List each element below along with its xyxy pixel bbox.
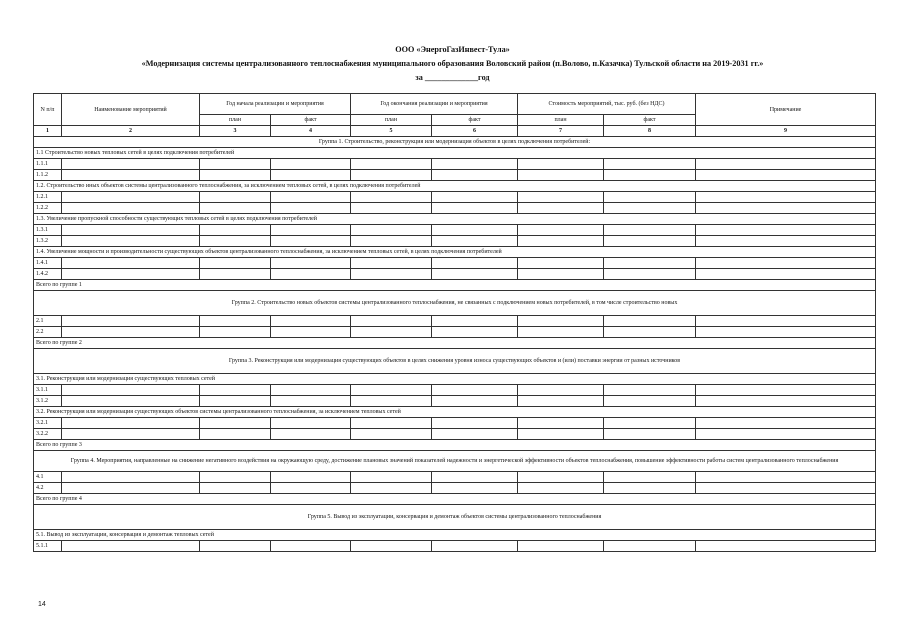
- total-group-2: Всего по группе 2: [34, 338, 876, 349]
- row-code: 1.4.1: [34, 258, 62, 269]
- total-group-1: Всего по группе 1: [34, 280, 876, 291]
- column-number: 4: [271, 126, 351, 137]
- subsection-1-2: 1.2. Строительство иных объектов системы централизованного теплоснабжения, за исключением тепловых сетей, в целях подключения потребителей: [34, 181, 876, 192]
- subsection-row: [34, 214, 876, 225]
- row-code: 5.1.1: [34, 541, 62, 552]
- subsection-row: [34, 148, 876, 159]
- col-header-fact: факт: [271, 115, 351, 126]
- company-name: ООО «ЭнергоГазИнвест-Тула»: [395, 45, 510, 54]
- table-row: [34, 541, 876, 552]
- group-title-5: Группа 5. Вывод из эксплуатации, консервация и демонтаж объектов системы централизованного теплоснабжения: [34, 505, 876, 530]
- table-row: [34, 203, 876, 214]
- row-code: 2.1: [34, 316, 62, 327]
- table-row: [34, 225, 876, 236]
- subsection-3-2: 3.2. Реконструкция или модернизация существующих объектов системы централизованного теплоснабжения, за исключением тепловых сетей: [34, 407, 876, 418]
- col-header-cost: Стоимость мероприятий, тыс. руб. (без НДС): [518, 94, 696, 115]
- row-code: 1.3.2: [34, 236, 62, 247]
- subsection-3-1: 3.1. Реконструкция или модернизация существующих тепловых сетей: [34, 374, 876, 385]
- subsection-row: [34, 181, 876, 192]
- table-header-row: [34, 94, 876, 115]
- group-title-4: Группа 4. Мероприятия, направленные на снижение негативного воздействия на окружающую среду, достижение плановых значений показателей надежности и энергетической эффективности объектов теплоснабжения, повышение эффективности работы систем централизованного теплоснабжения: [34, 451, 876, 472]
- report-period: за _____________год: [415, 73, 490, 82]
- table-row: [34, 159, 876, 170]
- group-row: [34, 137, 876, 148]
- total-group-3: Всего по группе 3: [34, 440, 876, 451]
- column-number: 6: [432, 126, 518, 137]
- table-row: [34, 418, 876, 429]
- column-number: 3: [200, 126, 271, 137]
- group-row: [34, 505, 876, 530]
- subsection-5-1: 5.1. Вывод из эксплуатации, консервация и демонтаж тепловых сетей: [34, 530, 876, 541]
- col-header-number: N п/п: [34, 94, 62, 126]
- row-code: 3.2.2: [34, 429, 62, 440]
- group-title-1: Группа 1. Строительство, реконструкция или модернизация объектов в целях подключения потребителей:: [34, 137, 876, 148]
- row-code: 1.1.2: [34, 170, 62, 181]
- col-header-end-year: Год окончания реализации и мероприятия: [351, 94, 518, 115]
- subsection-row: [34, 374, 876, 385]
- col-header-fact: факт: [604, 115, 696, 126]
- total-group-4: Всего по группе 4: [34, 494, 876, 505]
- col-header-start-year: Год начала реализации и мероприятия: [200, 94, 351, 115]
- column-number: 8: [604, 126, 696, 137]
- document-title: «Модернизация системы централизованного теплоснабжения муниципального образования Воловский район (п.Волово, п.Казачка) Тульской области на 2019-2031 гг.»: [141, 59, 764, 68]
- col-header-plan: план: [518, 115, 604, 126]
- total-row: [34, 338, 876, 349]
- row-code: 1.1.1: [34, 159, 62, 170]
- group-row: [34, 349, 876, 374]
- col-header-plan: план: [351, 115, 432, 126]
- row-code: 3.1.2: [34, 396, 62, 407]
- subsection-row: [34, 407, 876, 418]
- row-code: 2.2: [34, 327, 62, 338]
- group-title-2: Группа 2. Строительство новых объектов системы централизованного теплоснабжения, не связанных с подключением новых потребителей, в том числе строительство новых: [34, 291, 876, 316]
- table-row: [34, 192, 876, 203]
- table-row: [34, 269, 876, 280]
- subsection-1-4: 1.4. Увеличение мощности и производительности существующих объектов централизованного теплоснабжения, за исключением тепловых сетей, в целях подключения потребителей: [34, 247, 876, 258]
- row-code: 3.2.1: [34, 418, 62, 429]
- subsection-row: [34, 247, 876, 258]
- table-row: [34, 483, 876, 494]
- table-row: [34, 385, 876, 396]
- column-number: 2: [62, 126, 200, 137]
- group-row: [34, 451, 876, 472]
- row-code: 1.4.2: [34, 269, 62, 280]
- subsection-1-3: 1.3. Увеличение пропускной способности существующих тепловых сетей в целях подключения потребителей: [34, 214, 876, 225]
- table-row: [34, 170, 876, 181]
- table-row: [34, 429, 876, 440]
- table-row: [34, 236, 876, 247]
- column-numbers-row: [34, 126, 876, 137]
- column-number: 5: [351, 126, 432, 137]
- col-header-fact: факт: [432, 115, 518, 126]
- col-header-plan: план: [200, 115, 271, 126]
- col-header-name: Наименование мероприятий: [62, 94, 200, 126]
- table-row: [34, 258, 876, 269]
- table-row: [34, 396, 876, 407]
- total-row: [34, 280, 876, 291]
- table-row: [34, 327, 876, 338]
- subsection-1-1: 1.1 Строительство новых тепловых сетей в целях подключения потребителей: [34, 148, 876, 159]
- row-code: 3.1.1: [34, 385, 62, 396]
- group-row: [34, 291, 876, 316]
- subsection-row: [34, 530, 876, 541]
- row-code: 1.3.1: [34, 225, 62, 236]
- row-code: 4.2: [34, 483, 62, 494]
- row-code: 4.1: [34, 472, 62, 483]
- column-number: 7: [518, 126, 604, 137]
- table-row: [34, 316, 876, 327]
- column-number: 1: [34, 126, 62, 137]
- group-title-3: Группа 3. Реконструкция или модернизация существующих объектов в целях снижения уровня износа существующих объектов и (или) поставки энергии от разных источников: [34, 349, 876, 374]
- row-code: 1.2.2: [34, 203, 62, 214]
- table-row: [34, 472, 876, 483]
- col-header-note: Примечание: [696, 94, 876, 126]
- total-row: [34, 494, 876, 505]
- column-number: 9: [696, 126, 876, 137]
- measures-table: [33, 93, 876, 552]
- row-code: 1.2.1: [34, 192, 62, 203]
- page-number: 14: [38, 601, 46, 608]
- total-row: [34, 440, 876, 451]
